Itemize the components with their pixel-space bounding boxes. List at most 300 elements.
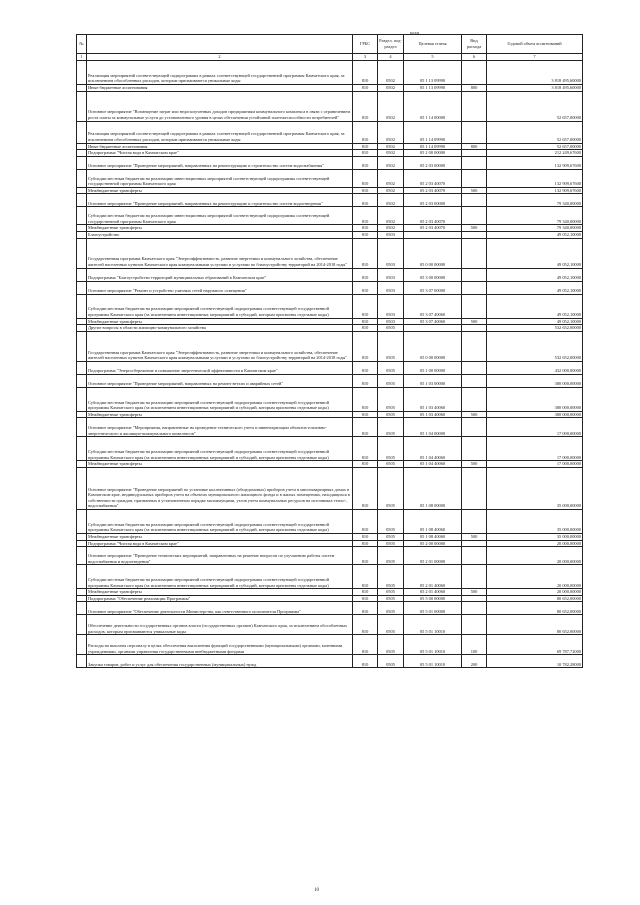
row-vid-cell: 500 xyxy=(462,461,487,468)
row-vid-cell xyxy=(462,207,487,225)
table-row xyxy=(77,635,583,655)
row-name-cell: Основное мероприятие "Проведение мероприятий, направленных на ремонт ветхих и аварийных сетей" xyxy=(87,374,353,387)
row-amount-cell: 35 000,00000 xyxy=(487,509,583,533)
table-row xyxy=(77,194,583,207)
row-grbs-cell: 810 xyxy=(353,565,378,589)
row-vid-cell xyxy=(462,467,487,509)
column-number: 6 xyxy=(462,54,487,61)
row-grbs-cell: 810 xyxy=(353,150,378,157)
table-row xyxy=(77,418,583,437)
row-amount-cell: 132 909,67600 xyxy=(487,187,583,194)
row-amount-cell: 49 052,10000 xyxy=(487,238,583,268)
table-row xyxy=(77,268,583,281)
row-vid-cell: 800 xyxy=(462,143,487,150)
table-row xyxy=(77,325,583,332)
row-vid-cell xyxy=(462,91,487,121)
table-row xyxy=(77,437,583,461)
row-number-cell xyxy=(77,615,87,635)
row-celevaya-cell: 05 5 00 00000 xyxy=(404,595,462,602)
row-vid-cell: 500 xyxy=(462,225,487,232)
row-grbs-cell: 810 xyxy=(353,225,378,232)
row-vid-cell xyxy=(462,61,487,85)
row-vid-cell xyxy=(462,387,487,411)
row-celevaya-cell: 05 3 07 00000 xyxy=(404,281,462,294)
row-razdel-cell: 0502 xyxy=(378,91,404,121)
row-number-cell xyxy=(77,411,87,418)
table-row xyxy=(77,461,583,468)
row-name-cell: Основное мероприятие "Ремонт и устройство уличных сетей наружного освещения" xyxy=(87,281,353,294)
row-grbs-cell: 810 xyxy=(353,194,378,207)
row-number-cell xyxy=(77,207,87,225)
table-header-row xyxy=(77,35,583,54)
table-row xyxy=(77,169,583,187)
codes-label: коды xyxy=(410,30,420,35)
row-name-cell: Субсидии местным бюджетам на реализацию мероприятий соответствующей подпрограммы соответствующей государственной программы Камчатского края (за исключением инвестиционных мероприятий и субсидий, которым присвоены отдельные коды) xyxy=(87,437,353,461)
row-vid-cell xyxy=(462,281,487,294)
row-grbs-cell: 810 xyxy=(353,547,378,565)
row-celevaya-cell: 05 5 01 10010 xyxy=(404,615,462,635)
row-celevaya-cell: 05 2 03 00000 xyxy=(404,156,462,169)
row-name-cell: Субсидии местным бюджетам на реализацию инвестиционных мероприятий соответствующей подпрограммы соответствующей государственной программы Камчатского края xyxy=(87,207,353,225)
row-name-cell: Основное мероприятие "Обеспечение деятельности Министерства, как ответственного исполнителя Программы" xyxy=(87,602,353,615)
row-name-cell: Благоустройство xyxy=(87,231,353,238)
column-number: 1 xyxy=(77,54,87,61)
row-number-cell xyxy=(77,387,87,411)
row-name-cell: Иные бюджетные ассигнования xyxy=(87,143,353,150)
row-number-cell xyxy=(77,325,87,332)
table-row xyxy=(77,318,583,325)
row-celevaya-cell: 05 1 14 09990 xyxy=(404,121,462,143)
row-grbs-cell: 810 xyxy=(353,61,378,85)
row-celevaya-cell: 05 1 14 09990 xyxy=(404,143,462,150)
row-razdel-cell: 0505 xyxy=(378,387,404,411)
row-name-cell: Иные бюджетные ассигнования xyxy=(87,85,353,92)
row-celevaya-cell: 05 2 00 00000 xyxy=(404,540,462,547)
row-celevaya-cell: 05 5 01 10010 xyxy=(404,635,462,655)
row-name-cell: Межбюджетные трансферты xyxy=(87,411,353,418)
row-grbs-cell: 810 xyxy=(353,411,378,418)
row-amount-cell: 35 000,00000 xyxy=(487,533,583,540)
row-razdel-cell: 0502 xyxy=(378,187,404,194)
row-razdel-cell: 0505 xyxy=(378,655,404,668)
row-celevaya-cell: 05 2 01 00000 xyxy=(404,547,462,565)
table-row xyxy=(77,509,583,533)
row-name-cell: Государственная программа Камчатского края "Энергоэффективность, развитие энергетики и коммунального хозяйства, обеспечение жителей населенных пунктов Камчатского края коммунальными услугами и услугами по благоустройству территорий на 2014-2018 годы" xyxy=(87,238,353,268)
table-row xyxy=(77,121,583,143)
row-amount-cell: 80 652,00000 xyxy=(487,615,583,635)
header-no: № xyxy=(77,35,87,54)
header-celevaya: Целевая статья xyxy=(404,35,462,54)
row-vid-cell: 500 xyxy=(462,187,487,194)
row-name-cell: Межбюджетные трансферты xyxy=(87,461,353,468)
row-name-cell: Подпрограмма "Чистая вода в Камчатском крае" xyxy=(87,540,353,547)
row-razdel-cell: 0505 xyxy=(378,565,404,589)
row-vid-cell xyxy=(462,547,487,565)
row-celevaya-cell: 05 0 00 00000 xyxy=(404,331,462,361)
row-celevaya-cell: 05 0 00 00000 xyxy=(404,238,462,268)
row-razdel-cell: 0503 xyxy=(378,318,404,325)
table-row xyxy=(77,150,583,157)
row-vid-cell: 100 xyxy=(462,635,487,655)
table-row xyxy=(77,61,583,85)
row-celevaya-cell: 05 3 07 40060 xyxy=(404,294,462,318)
row-grbs-cell: 810 xyxy=(353,589,378,596)
row-grbs-cell: 810 xyxy=(353,143,378,150)
row-celevaya-cell: 05 1 00 00000 xyxy=(404,361,462,374)
row-celevaya-cell: 05 2 03 40070 xyxy=(404,225,462,232)
row-vid-cell xyxy=(462,437,487,461)
row-number-cell xyxy=(77,467,87,509)
row-celevaya-cell: 05 1 04 40060 xyxy=(404,461,462,468)
row-vid-cell xyxy=(462,238,487,268)
row-number-cell xyxy=(77,187,87,194)
row-grbs-cell: 810 xyxy=(353,602,378,615)
row-number-cell xyxy=(77,602,87,615)
row-vid-cell xyxy=(462,374,487,387)
row-amount-cell: 20 000,00000 xyxy=(487,565,583,589)
row-celevaya-cell: 05 1 03 40060 xyxy=(404,411,462,418)
row-vid-cell xyxy=(462,231,487,238)
budget-table xyxy=(76,34,583,668)
row-number-cell xyxy=(77,61,87,85)
row-amount-cell: 49 052,10000 xyxy=(487,294,583,318)
row-celevaya-cell: 05 2 03 40070 xyxy=(404,187,462,194)
table-row xyxy=(77,565,583,589)
row-vid-cell: 500 xyxy=(462,589,487,596)
column-number-row xyxy=(77,54,583,61)
row-number-cell xyxy=(77,418,87,437)
row-celevaya-cell: 05 1 04 40060 xyxy=(404,437,462,461)
row-amount-cell: 80 652,00000 xyxy=(487,602,583,615)
row-celevaya-cell: 05 1 13 09990 xyxy=(404,61,462,85)
row-grbs-cell: 810 xyxy=(353,361,378,374)
row-vid-cell xyxy=(462,121,487,143)
row-amount-cell: 380 000,00000 xyxy=(487,374,583,387)
row-number-cell xyxy=(77,595,87,602)
row-grbs-cell: 810 xyxy=(353,268,378,281)
row-name-cell: Подпрограмма "Энергосбережение и повышение энергетической эффективности в Камчатском крае" xyxy=(87,361,353,374)
row-number-cell xyxy=(77,281,87,294)
row-razdel-cell: 0505 xyxy=(378,509,404,533)
row-grbs-cell: 810 xyxy=(353,595,378,602)
row-razdel-cell: 0502 xyxy=(378,61,404,85)
row-name-cell: Субсидии местным бюджетам на реализацию мероприятий соответствующей подпрограммы соответствующей государственной программы Камчатского края (за исключением инвестиционных мероприятий и субсидий, которым присвоены отдельные коды) xyxy=(87,387,353,411)
row-razdel-cell: 0505 xyxy=(378,589,404,596)
row-vid-cell xyxy=(462,169,487,187)
row-celevaya-cell xyxy=(404,325,462,332)
row-name-cell: Основное мероприятие "Мероприятия, направленные на проведение технического учета и инвентаризации объектов топливно-энергетического и жилищно-коммунального комплексов" xyxy=(87,418,353,437)
row-vid-cell: 500 xyxy=(462,318,487,325)
row-celevaya-cell: 05 1 14 00000 xyxy=(404,91,462,121)
row-grbs-cell: 810 xyxy=(353,331,378,361)
header-amount: Годовой объем ассигнований xyxy=(487,35,583,54)
row-razdel-cell: 0502 xyxy=(378,143,404,150)
row-grbs-cell: 810 xyxy=(353,325,378,332)
header-vid: Вид расхода xyxy=(462,35,487,54)
row-number-cell xyxy=(77,635,87,655)
row-razdel-cell: 0505 xyxy=(378,467,404,509)
row-vid-cell xyxy=(462,565,487,589)
row-vid-cell: 500 xyxy=(462,533,487,540)
row-razdel-cell: 0505 xyxy=(378,540,404,547)
row-amount-cell: 380 000,00000 xyxy=(487,411,583,418)
row-razdel-cell: 0502 xyxy=(378,121,404,143)
row-grbs-cell: 810 xyxy=(353,374,378,387)
row-vid-cell xyxy=(462,156,487,169)
row-razdel-cell: 0502 xyxy=(378,150,404,157)
row-celevaya-cell xyxy=(404,231,462,238)
row-number-cell xyxy=(77,655,87,668)
row-razdel-cell: 0502 xyxy=(378,156,404,169)
row-number-cell xyxy=(77,143,87,150)
row-name-cell: Государственная программа Камчатского края "Энергоэффективность, развитие энергетики и коммунального хозяйства, обеспечение жителей населенных пунктов Камчатского края коммунальными услугами и услугами по благоустройству территорий на 2014-2018 годы" xyxy=(87,331,353,361)
row-razdel-cell: 0505 xyxy=(378,331,404,361)
table-row xyxy=(77,207,583,225)
row-name-cell: Основное мероприятие "Проведение технических мероприятий, направленных на решение вопросов по улучшению работы систем водоснабжения и водоотведения" xyxy=(87,547,353,565)
row-razdel-cell: 0505 xyxy=(378,411,404,418)
row-number-cell xyxy=(77,589,87,596)
table-row xyxy=(77,411,583,418)
row-grbs-cell: 810 xyxy=(353,655,378,668)
table-row xyxy=(77,294,583,318)
row-number-cell xyxy=(77,374,87,387)
row-number-cell xyxy=(77,121,87,143)
row-grbs-cell: 810 xyxy=(353,533,378,540)
row-number-cell xyxy=(77,238,87,268)
row-name-cell: Основное мероприятие "Проведение мероприятий, направленных на реконструкцию и строительство систем водоотведения" xyxy=(87,194,353,207)
table-row xyxy=(77,387,583,411)
row-razdel-cell: 0505 xyxy=(378,325,404,332)
row-name-cell: Подпрограмма "Чистая вода в Камчатском крае" xyxy=(87,150,353,157)
row-razdel-cell: 0503 xyxy=(378,294,404,318)
row-amount-cell: 17 000,00000 xyxy=(487,461,583,468)
table-row xyxy=(77,595,583,602)
row-name-cell: Основное мероприятие "Проведение мероприятий, направленных на реконструкцию и строительство систем водоснабжения" xyxy=(87,156,353,169)
row-amount-cell: 35 000,00000 xyxy=(487,467,583,509)
row-number-cell xyxy=(77,437,87,461)
row-celevaya-cell: 05 2 03 40070 xyxy=(404,207,462,225)
row-number-cell xyxy=(77,533,87,540)
column-number: 5 xyxy=(404,54,462,61)
row-vid-cell xyxy=(462,331,487,361)
row-celevaya-cell: 05 3 07 40060 xyxy=(404,318,462,325)
row-razdel-cell: 0502 xyxy=(378,194,404,207)
row-number-cell xyxy=(77,85,87,92)
row-amount-cell: 79 340,00000 xyxy=(487,207,583,225)
row-amount-cell: 20 000,00000 xyxy=(487,589,583,596)
row-amount-cell: 49 052,10000 xyxy=(487,318,583,325)
row-name-cell: Субсидии местным бюджетам на реализацию мероприятий соответствующей подпрограммы соответствующей государственной программы Камчатского края (за исключением инвестиционных мероприятий и субсидий, которым присвоены отдельные коды) xyxy=(87,509,353,533)
row-vid-cell xyxy=(462,150,487,157)
row-grbs-cell: 810 xyxy=(353,85,378,92)
row-amount-cell: 212 249,67600 xyxy=(487,150,583,157)
row-celevaya-cell: 05 1 08 40060 xyxy=(404,533,462,540)
row-amount-cell: 80 652,00000 xyxy=(487,595,583,602)
row-amount-cell: 49 052,10000 xyxy=(487,268,583,281)
row-razdel-cell: 0502 xyxy=(378,169,404,187)
row-razdel-cell: 0505 xyxy=(378,547,404,565)
row-number-cell xyxy=(77,318,87,325)
row-name-cell: Основное мероприятие "Возмещение затрат или недополученных доходов предприятиям коммунального комплекса в связи с ограничением роста платы за коммунальные услуги до установленного уровня в целях обеспечения устойчивой платежеспособности потребителей" xyxy=(87,91,353,121)
row-name-cell: Подпрограмма "Благоустройство территорий муниципальных образований в Камчатском крае" xyxy=(87,268,353,281)
header-grbs: ГРБС xyxy=(353,35,378,54)
row-celevaya-cell: 05 1 03 00000 xyxy=(404,374,462,387)
table-row xyxy=(77,615,583,635)
row-amount-cell: 17 000,00000 xyxy=(487,418,583,437)
table-row xyxy=(77,281,583,294)
row-vid-cell xyxy=(462,294,487,318)
row-vid-cell xyxy=(462,361,487,374)
row-name-cell: Межбюджетные трансферты xyxy=(87,589,353,596)
row-amount-cell: 20 000,00000 xyxy=(487,547,583,565)
row-name-cell: Другие вопросы в области жилищно-коммунального хозяйства xyxy=(87,325,353,332)
row-amount-cell: 20 000,00000 xyxy=(487,540,583,547)
row-razdel-cell: 0505 xyxy=(378,602,404,615)
row-grbs-cell: 810 xyxy=(353,540,378,547)
row-vid-cell: 200 xyxy=(462,655,487,668)
row-razdel-cell: 0505 xyxy=(378,615,404,635)
row-name-cell: Реализация мероприятий соответствующей подпрограммы в рамках соответствующей государственной программы Камчатского края, за исключением обособленных расходов, которым присваиваются уникальные коды xyxy=(87,121,353,143)
table-row xyxy=(77,547,583,565)
row-name-cell: Обеспечение деятельности государственных органов власти (государственных органов) Камчатского края, за исключением обособленных расходов, которым присваиваются уникальные коды xyxy=(87,615,353,635)
row-celevaya-cell: 05 5 01 10010 xyxy=(404,655,462,668)
row-name-cell: Межбюджетные трансферты xyxy=(87,225,353,232)
row-amount-cell: 52 657,00000 xyxy=(487,121,583,143)
row-number-cell xyxy=(77,231,87,238)
row-vid-cell xyxy=(462,509,487,533)
row-grbs-cell: 810 xyxy=(353,281,378,294)
row-vid-cell xyxy=(462,194,487,207)
row-name-cell: Межбюджетные трансферты xyxy=(87,318,353,325)
row-grbs-cell: 810 xyxy=(353,294,378,318)
row-vid-cell xyxy=(462,418,487,437)
row-amount-cell: 52 657,00000 xyxy=(487,143,583,150)
row-number-cell xyxy=(77,461,87,468)
row-number-cell xyxy=(77,268,87,281)
row-razdel-cell: 0503 xyxy=(378,281,404,294)
table-row xyxy=(77,143,583,150)
table-row xyxy=(77,187,583,194)
row-name-cell: Субсидии местным бюджетам на реализацию мероприятий соответствующей подпрограммы соответствующей государственной программы Камчатского края (за исключением инвестиционных мероприятий и субсидий, которым присвоены отдельные коды) xyxy=(87,294,353,318)
row-razdel-cell: 0502 xyxy=(378,207,404,225)
row-celevaya-cell: 05 2 01 40060 xyxy=(404,589,462,596)
row-celevaya-cell: 05 2 01 40060 xyxy=(404,565,462,589)
row-vid-cell xyxy=(462,615,487,635)
column-number: 2 xyxy=(87,54,353,61)
row-number-cell xyxy=(77,509,87,533)
table-row xyxy=(77,540,583,547)
row-grbs-cell: 810 xyxy=(353,187,378,194)
row-celevaya-cell: 05 1 04 00000 xyxy=(404,418,462,437)
row-number-cell xyxy=(77,540,87,547)
row-number-cell xyxy=(77,331,87,361)
row-number-cell xyxy=(77,565,87,589)
row-number-cell xyxy=(77,150,87,157)
row-vid-cell xyxy=(462,325,487,332)
row-name-cell: Основное мероприятие "Проведение мероприятий по установке коллективных (общедомовых) приборов учета в многоквартирных домах в Камчатском крае, индивидуальных приборов учета на объектах муниципального жилищного фонда и в жилых помещениях, находящихся в собственности граждан, признанных в установленном порядке малоимущими, узлов учета коммунальных ресурсов на источниках тепло-, водоснабжения" xyxy=(87,467,353,509)
row-grbs-cell: 810 xyxy=(353,318,378,325)
row-amount-cell: 49 052,10000 xyxy=(487,231,583,238)
row-amount-cell: 3 818 495,60000 xyxy=(487,61,583,85)
row-celevaya-cell: 05 1 13 09990 xyxy=(404,85,462,92)
row-grbs-cell: 810 xyxy=(353,207,378,225)
row-number-cell xyxy=(77,91,87,121)
row-razdel-cell: 0505 xyxy=(378,595,404,602)
row-celevaya-cell: 05 2 03 00000 xyxy=(404,194,462,207)
row-name-cell: Субсидии местным бюджетам на реализацию мероприятий соответствующей подпрограммы соответствующей государственной программы Камчатского края (за исключением инвестиционных мероприятий и субсидий, которым присвоены отдельные коды) xyxy=(87,565,353,589)
row-grbs-cell: 810 xyxy=(353,91,378,121)
row-name-cell: Реализация мероприятий соответствующей подпрограммы в рамках соответствующей государственной программы Камчатского края, за исключением обособленных расходов, которым присваиваются уникальные коды xyxy=(87,61,353,85)
table-row xyxy=(77,331,583,361)
row-razdel-cell: 0503 xyxy=(378,231,404,238)
row-celevaya-cell: 05 1 08 40060 xyxy=(404,509,462,533)
header-name xyxy=(87,35,353,54)
row-razdel-cell: 0502 xyxy=(378,225,404,232)
row-name-cell: Субсидии местным бюджетам на реализацию инвестиционных мероприятий соответствующей подпрограммы соответствующей государственной программы Камчатского края xyxy=(87,169,353,187)
row-razdel-cell: 0505 xyxy=(378,374,404,387)
row-number-cell xyxy=(77,547,87,565)
row-vid-cell: 500 xyxy=(462,411,487,418)
table-row xyxy=(77,374,583,387)
row-number-cell xyxy=(77,294,87,318)
table-row xyxy=(77,602,583,615)
row-number-cell xyxy=(77,225,87,232)
row-grbs-cell: 810 xyxy=(353,121,378,143)
row-celevaya-cell: 05 3 00 00000 xyxy=(404,268,462,281)
row-grbs-cell: 810 xyxy=(353,437,378,461)
row-amount-cell: 69 787,72000 xyxy=(487,635,583,655)
row-razdel-cell: 0505 xyxy=(378,533,404,540)
table-row xyxy=(77,231,583,238)
row-grbs-cell: 810 xyxy=(353,461,378,468)
row-razdel-cell: 0505 xyxy=(378,361,404,374)
row-amount-cell: 3 818 495,60000 xyxy=(487,85,583,92)
row-vid-cell: 800 xyxy=(462,85,487,92)
row-razdel-cell: 0505 xyxy=(378,437,404,461)
row-celevaya-cell: 05 2 03 40070 xyxy=(404,169,462,187)
table-row xyxy=(77,156,583,169)
row-celevaya-cell: 05 2 00 00000 xyxy=(404,150,462,157)
table-row xyxy=(77,533,583,540)
row-grbs-cell: 810 xyxy=(353,615,378,635)
table-row xyxy=(77,91,583,121)
row-celevaya-cell: 05 1 08 00000 xyxy=(404,467,462,509)
row-number-cell xyxy=(77,169,87,187)
row-celevaya-cell: 05 5 01 00000 xyxy=(404,602,462,615)
row-razdel-cell: 0502 xyxy=(378,85,404,92)
row-razdel-cell: 0503 xyxy=(378,268,404,281)
row-name-cell: Подпрограмма "Обеспечение реализации Программы" xyxy=(87,595,353,602)
table-row xyxy=(77,655,583,668)
row-razdel-cell: 0503 xyxy=(378,238,404,268)
header-razdel: Раздел, под-раздел xyxy=(378,35,404,54)
table-row xyxy=(77,467,583,509)
row-vid-cell xyxy=(462,268,487,281)
table-body xyxy=(77,61,583,668)
row-vid-cell xyxy=(462,595,487,602)
row-celevaya-cell: 05 1 03 40060 xyxy=(404,387,462,411)
table-row xyxy=(77,238,583,268)
row-grbs-cell: 810 xyxy=(353,467,378,509)
row-amount-cell: 532 652,00000 xyxy=(487,331,583,361)
column-number: 4 xyxy=(378,54,404,61)
row-grbs-cell: 810 xyxy=(353,231,378,238)
row-grbs-cell: 810 xyxy=(353,509,378,533)
row-amount-cell: 380 000,00000 xyxy=(487,387,583,411)
row-amount-cell: 132 909,67600 xyxy=(487,169,583,187)
table-row xyxy=(77,589,583,596)
column-number: 3 xyxy=(353,54,378,61)
